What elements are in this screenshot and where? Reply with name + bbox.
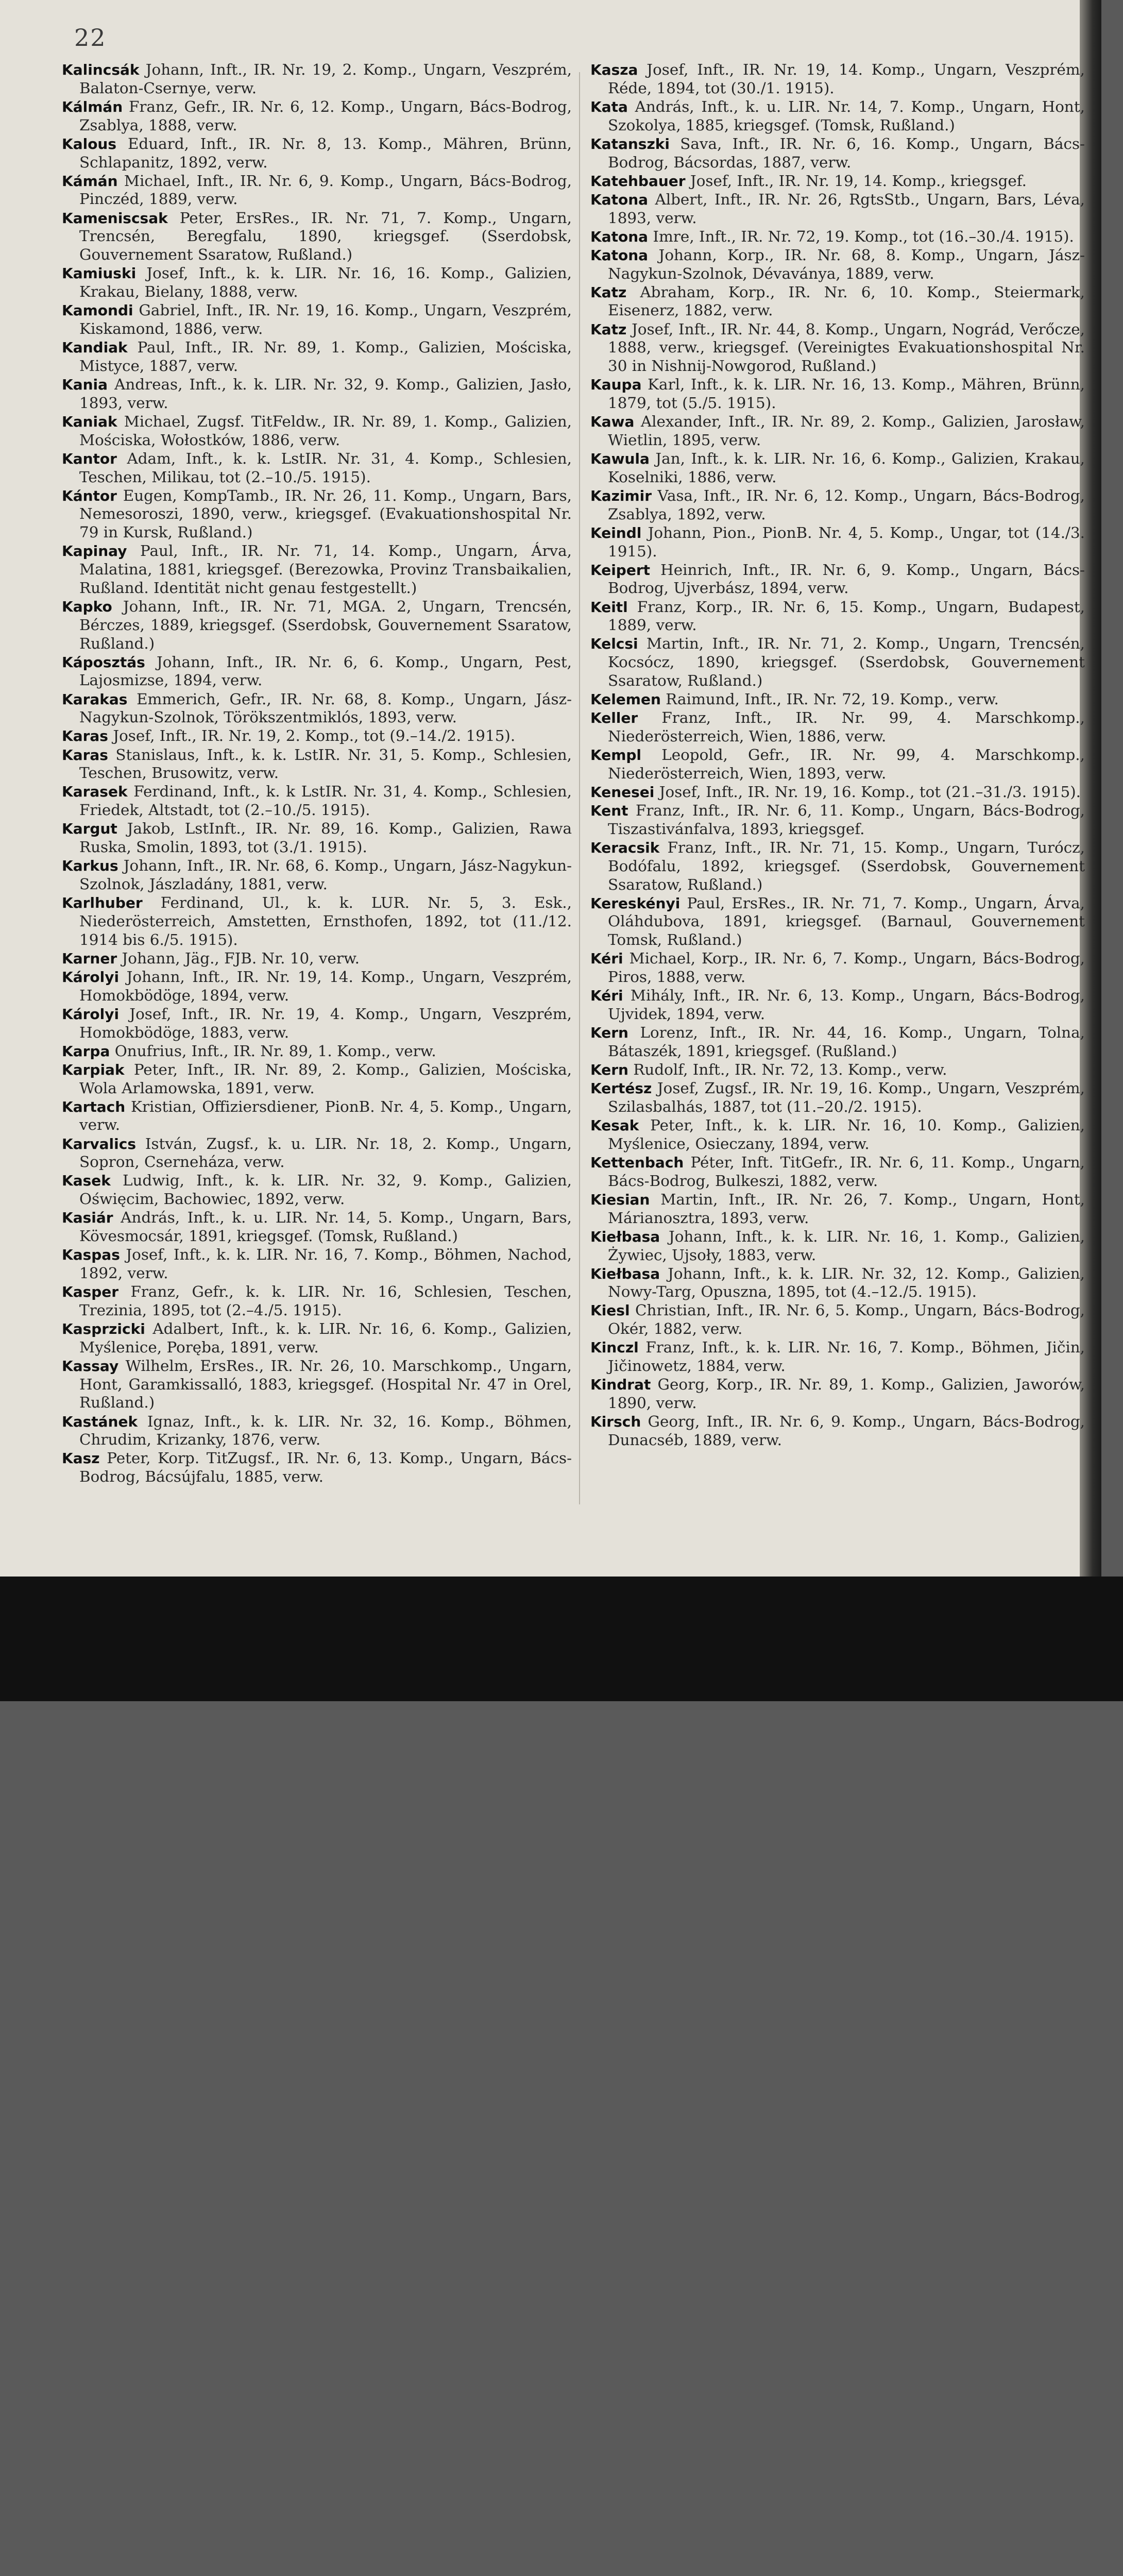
register-entry: [590, 894, 1085, 950]
entry-surname: Katz: [590, 283, 627, 301]
register-entry: [590, 1116, 1085, 1154]
register-entry: [590, 1228, 1085, 1265]
page-number: 22: [74, 24, 107, 52]
entry-details: Martin, Inft., IR. Nr. 26, 7. Komp., Ungarn, Hont, Márianosztra, 1893, verw.: [608, 1190, 1085, 1227]
register-entry: [62, 1172, 572, 1209]
entry-details: Ferdinand, Inft., k. k LstIR. Nr. 31, 4. Komp., Schlesien, Friedek, Altstadt, tot (2.–10./5. 1915).: [79, 783, 572, 819]
register-entry: [62, 61, 572, 98]
register-entry: [590, 135, 1085, 172]
entry-details: Wilhelm, ErsRes., IR. Nr. 26, 10. Marschkomp., Ungarn, Hont, Garamkissalló, 1883, kriegsgef. (Hospital Nr. 47 in Orel, Rußland.): [79, 1357, 572, 1412]
entry-details: András, Inft., k. u. LIR. Nr. 14, 5. Komp., Ungarn, Bars, Kövesmocsár, 1891, kriegsgef. (Tomsk, Rußland.): [79, 1209, 572, 1245]
register-entry: [590, 1338, 1085, 1376]
entry-surname: Kettenbach: [590, 1154, 684, 1171]
register-entry: [62, 172, 572, 209]
register-entry: [62, 1209, 572, 1246]
entry-surname: Kaniak: [62, 413, 117, 430]
register-entry: [590, 1265, 1085, 1302]
entry-surname: Kata: [590, 98, 628, 115]
entry-surname: Káposztás: [62, 653, 145, 671]
column-divider: [579, 72, 580, 1504]
entry-details: Christian, Inft., IR. Nr. 6, 5. Komp., Ungarn, Bács-Bodrog, Okér, 1882, verw.: [608, 1301, 1085, 1338]
entry-details: Johann, Inft., IR. Nr. 68, 6. Komp., Ungarn, Jász-Nagykun-Szolnok, Jászladány, 1881, verw.: [79, 857, 572, 893]
entry-surname: Katona: [590, 191, 649, 208]
entry-details: Raimund, Inft., IR. Nr. 72, 19. Komp., verw.: [666, 690, 999, 708]
entry-surname: Keindl: [590, 524, 642, 541]
entry-details: Karl, Inft., k. k. LIR. Nr. 16, 13. Komp., Mähren, Brünn, 1879, tot (5./5. 1915).: [608, 376, 1085, 412]
register-entry: [590, 320, 1085, 376]
entry-details: Johann, Inft., k. k. LIR. Nr. 32, 12. Komp., Galizien, Nowy-Targ, Opuszna, 1895, tot (4.–12./5. 1915).: [608, 1264, 1085, 1301]
entry-details: Heinrich, Inft., IR. Nr. 6, 9. Komp., Ungarn, Bács-Bodrog, Ujverbász, 1894, verw.: [608, 561, 1085, 597]
entry-surname: Karpiak: [62, 1061, 125, 1078]
entry-surname: Kámán: [62, 172, 118, 190]
entry-details: Vasa, Inft., IR. Nr. 6, 12. Komp., Ungarn, Bács-Bodrog, Zsablya, 1892, verw.: [608, 486, 1085, 523]
entry-details: Alexander, Inft., IR. Nr. 89, 2. Komp., Galizien, Jarosław, Wietlin, 1895, verw.: [608, 413, 1085, 449]
register-entry: [590, 802, 1085, 839]
register-entry: [62, 135, 572, 172]
entry-details: Franz, Gefr., k. k. LIR. Nr. 16, Schlesien, Teschen, Trezinia, 1895, tot (2.–4./5. 1915).: [79, 1283, 572, 1319]
register-entry: [590, 783, 1085, 802]
entry-details: Johann, Inft., IR. Nr. 19, 14. Komp., Ungarn, Veszprém, Homokbödöge, 1894, verw.: [79, 968, 572, 1004]
entry-surname: Kastánek: [62, 1413, 138, 1430]
entry-details: Peter, ErsRes., IR. Nr. 71, 7. Komp., Ungarn, Trencsén, Beregfalu, 1890, kriegsgef. (Sserdobsk, Gouvernement Ssaratow, Rußland.): [79, 209, 572, 264]
entry-details: Adalbert, Inft., k. k. LIR. Nr. 16, 6. Komp., Galizien, Myślenice, Poręba, 1891, verw.: [79, 1319, 572, 1356]
entry-details: Josef, Inft., k. k. LIR. Nr. 16, 16. Komp., Galizien, Krakau, Bielany, 1888, verw.: [79, 264, 572, 301]
entry-details: Ferdinand, Ul., k. k. LUR. Nr. 5, 3. Esk., Niederösterreich, Amstetten, Ernsthofen, 1892, tot (11./12. 1914 bis 6./5. 1915).: [79, 894, 572, 948]
entry-surname: Kartach: [62, 1098, 126, 1115]
entry-surname: Keitl: [590, 598, 628, 616]
entry-details: Emmerich, Gefr., IR. Nr. 68, 8. Komp., Ungarn, Jász-Nagykun-Szolnok, Törökszentmiklós, 1893, verw.: [79, 690, 572, 726]
register-entry: [590, 413, 1085, 450]
entry-surname: Kenesei: [590, 784, 655, 801]
entry-details: Paul, ErsRes., IR. Nr. 71, 7. Komp., Ungarn, Árva, Oláhdubova, 1891, kriegsgef. (Barnaul, Gouvernement Tomsk, Rußland.): [608, 894, 1085, 949]
entry-details: Michael, Korp., IR. Nr. 6, 7. Komp., Ungarn, Bács-Bodrog, Piros, 1888, verw.: [608, 950, 1085, 986]
entry-surname: Keipert: [590, 561, 651, 579]
register-entry: [62, 209, 572, 264]
register-entry: [62, 1246, 572, 1283]
entry-surname: Kandiak: [62, 339, 128, 357]
entry-details: Eduard, Inft., IR. Nr. 8, 13. Komp., Mähren, Brünn, Schlapanitz, 1892, verw.: [79, 134, 572, 171]
register-entry: [590, 61, 1085, 98]
register-entry: [62, 413, 572, 450]
entry-details: Franz, Inft., IR. Nr. 99, 4. Marschkomp., Niederösterreich, Wien, 1886, verw.: [608, 709, 1085, 745]
register-entry: [62, 746, 572, 783]
register-entry: [62, 1061, 572, 1098]
entry-surname: Kempl: [590, 747, 642, 764]
entry-details: Abraham, Korp., IR. Nr. 6, 10. Komp., Steiermark, Eisenerz, 1882, verw.: [608, 283, 1085, 319]
entry-surname: Kamiuski: [62, 265, 137, 282]
register-entry: [590, 98, 1085, 135]
entry-details: Sava, Inft., IR. Nr. 6, 16. Komp., Ungarn, Bács-Bodrog, Bácsordas, 1887, verw.: [608, 134, 1085, 171]
entry-surname: Kapinay: [62, 543, 127, 560]
register-entry: [590, 561, 1085, 598]
entry-details: Georg, Inft., IR. Nr. 6, 9. Komp., Ungarn, Bács-Bodrog, Dunacséb, 1889, verw.: [608, 1413, 1085, 1449]
entry-details: Josef, Inft., IR. Nr. 19, 14. Komp., kriegsgef.: [690, 172, 1027, 190]
right-column: [590, 61, 1085, 1450]
entry-surname: Kiełbasa: [590, 1228, 660, 1245]
entry-details: Johann, Inft., IR. Nr. 19, 2. Komp., Ungarn, Veszprém, Balaton-Csernye, verw.: [79, 61, 572, 97]
entry-surname: Kalincsák: [62, 61, 140, 78]
entry-details: Ludwig, Inft., k. k. LIR. Nr. 32, 9. Komp., Galizien, Oświęcim, Bachowiec, 1892, verw.: [79, 1172, 572, 1208]
entry-surname: Katona: [590, 246, 649, 264]
entry-surname: Kéri: [590, 950, 623, 968]
entry-surname: Keracsik: [590, 839, 660, 856]
entry-surname: Károlyi: [62, 968, 120, 986]
register-entry: [62, 338, 572, 376]
entry-surname: Katz: [590, 320, 627, 338]
register-entry: [590, 172, 1085, 191]
register-entry: [590, 987, 1085, 1024]
register-entry: [62, 487, 572, 542]
left-column: [62, 61, 572, 1486]
entry-surname: Kern: [590, 1061, 628, 1079]
register-entry: [62, 894, 572, 949]
entry-surname: Karas: [62, 727, 108, 745]
entry-details: Lorenz, Inft., IR. Nr. 44, 16. Komp., Ungarn, Tolna, Bátaszék, 1891, kriegsgef. (Rußland.): [608, 1024, 1085, 1060]
entry-surname: Karas: [62, 746, 108, 764]
entry-surname: Karkus: [62, 857, 118, 875]
register-entry: [590, 487, 1085, 524]
register-entry: [590, 598, 1085, 635]
entry-surname: Kereskényi: [590, 894, 680, 912]
entry-surname: Kasper: [62, 1283, 119, 1301]
entry-surname: Kawa: [590, 413, 635, 431]
entry-details: Franz, Inft., k. k. LIR. Nr. 16, 7. Komp., Böhmen, Jičin, Jičinowetz, 1884, verw.: [608, 1338, 1085, 1375]
entry-details: Kristian, Offiziersdiener, PionB. Nr. 4, 5. Komp., Ungarn, verw.: [79, 1097, 572, 1134]
entry-surname: Kameniscsak: [62, 209, 168, 227]
entry-details: Josef, Inft., IR. Nr. 19, 2. Komp., tot (9.–14./2. 1915).: [113, 727, 516, 745]
register-entry: [590, 635, 1085, 690]
entry-surname: Keller: [590, 709, 638, 727]
entry-surname: Kent: [590, 802, 628, 820]
register-entry: [590, 746, 1085, 783]
entry-details: Leopold, Gefr., IR. Nr. 99, 4. Marschkomp., Niederösterreich, Wien, 1893, verw.: [608, 746, 1085, 782]
entry-surname: Kéri: [590, 987, 623, 1005]
register-entry: [62, 1357, 572, 1412]
entry-details: Franz, Korp., IR. Nr. 6, 15. Komp., Ungarn, Budapest, 1889, verw.: [608, 598, 1085, 634]
entry-surname: Kiesl: [590, 1302, 630, 1319]
entry-surname: Kargut: [62, 820, 117, 838]
entry-surname: Katona: [590, 228, 649, 245]
entry-details: Josef, Inft., IR. Nr. 19, 16. Komp., tot (21.–31./3. 1915).: [659, 783, 1081, 801]
entry-details: Josef, Zugsf., IR. Nr. 19, 16. Komp., Ungarn, Veszprém, Szilasbalhás, 1887, tot (11.–20./2. 1915).: [608, 1079, 1085, 1115]
entry-details: Albert, Inft., IR. Nr. 26, RgtsStb., Ungarn, Bars, Léva, 1893, verw.: [608, 190, 1085, 227]
register-entry: [62, 968, 572, 1005]
register-entry: [590, 283, 1085, 320]
register-entry: [62, 98, 572, 135]
register-entry: [62, 783, 572, 820]
entry-surname: Kertész: [590, 1080, 652, 1097]
register-entry: [62, 1283, 572, 1320]
register-entry: [62, 690, 572, 727]
entry-details: Josef, Inft., IR. Nr. 19, 14. Komp., Ungarn, Veszprém, Réde, 1894, tot (30./1. 1915).: [608, 61, 1085, 97]
entry-details: Martin, Inft., IR. Nr. 71, 2. Komp., Ungarn, Trencsén, Kocsócz, 1890, kriegsgef. (Sserdobsk, Gouvernement Ssaratow, Rußland.): [608, 635, 1085, 690]
entry-details: Georg, Korp., IR. Nr. 89, 1. Komp., Galizien, Jaworów, 1890, verw.: [608, 1376, 1085, 1412]
register-entry: [62, 376, 572, 413]
entry-details: Gabriel, Inft., IR. Nr. 19, 16. Komp., Ungarn, Veszprém, Kiskamond, 1886, verw.: [79, 301, 572, 337]
entry-details: Josef, Inft., IR. Nr. 44, 8. Komp., Ungarn, Nográd, Verőcze, 1888, verw., kriegsgef. (Vereinigtes Evakuationshospital Nr. 30 in Nishnij-Nowgorod, Rußland.): [608, 320, 1085, 375]
entry-surname: Kasprzicki: [62, 1320, 145, 1337]
register-entry: [590, 1376, 1085, 1413]
entry-surname: Kelcsi: [590, 635, 638, 653]
entry-details: Michael, Inft., IR. Nr. 6, 9. Komp., Ungarn, Bács-Bodrog, Pinczéd, 1889, verw.: [79, 172, 572, 208]
entry-surname: Károlyi: [62, 1005, 120, 1023]
entry-surname: Kania: [62, 376, 108, 393]
entry-details: Peter, Korp. TitZugsf., IR. Nr. 6, 13. Komp., Ungarn, Bács-Bodrog, Bácsújfalu, 1885, verw.: [79, 1449, 572, 1486]
entry-details: Johann, Jäg., FJB. Nr. 10, verw.: [122, 949, 360, 967]
register-entry: [62, 1320, 572, 1357]
entry-surname: Kasiár: [62, 1209, 113, 1227]
entry-surname: Kalous: [62, 135, 117, 152]
register-entry: [590, 1024, 1085, 1061]
entry-surname: Kasz: [62, 1450, 100, 1467]
register-entry: [62, 820, 572, 857]
entry-details: Johann, Inft., k. k. LIR. Nr. 16, 1. Komp., Galizien, Żywiec, Ujsoły, 1883, verw.: [608, 1227, 1085, 1264]
entry-surname: Kirsch: [590, 1413, 641, 1431]
entry-details: Eugen, KompTamb., IR. Nr. 26, 11. Komp., Ungarn, Bars, Nemesoroszi, 1890, verw., kriegsgef. (Evakuationshospital Nr. 79 in Kursk, Rußland.): [79, 486, 572, 541]
entry-details: Stanislaus, Inft., k. k. LstIR. Nr. 31, 5. Komp., Schlesien, Teschen, Brusowitz, verw.: [79, 745, 572, 782]
entry-surname: Kazimir: [590, 487, 652, 504]
entry-details: Ignaz, Inft., k. k. LIR. Nr. 32, 16. Komp., Böhmen, Chrudim, Krizanky, 1876, verw.: [79, 1412, 572, 1449]
entry-details: Michael, Zugsf. TitFeldw., IR. Nr. 89, 1. Komp., Galizien, Mościska, Wołostków, 1886, verw.: [79, 412, 572, 449]
entry-details: Peter, Inft., k. k. LIR. Nr. 16, 10. Komp., Galizien, Myślenice, Osieczany, 1894, verw.: [608, 1116, 1085, 1153]
entry-surname: Kawula: [590, 450, 650, 467]
register-entry: [62, 727, 572, 745]
entry-surname: Karpa: [62, 1042, 110, 1060]
register-entry: [62, 857, 572, 894]
entry-surname: Kasek: [62, 1172, 111, 1190]
register-entry: [62, 653, 572, 690]
entry-details: István, Zugsf., k. u. LIR. Nr. 18, 2. Komp., Ungarn, Sopron, Cserneháza, verw.: [79, 1134, 572, 1171]
register-entry: [590, 228, 1085, 246]
entry-surname: Karakas: [62, 690, 128, 708]
entry-surname: Kiełbasa: [590, 1265, 660, 1282]
register-entry: [590, 376, 1085, 413]
entry-surname: Kassay: [62, 1357, 119, 1375]
entry-details: Franz, Gefr., IR. Nr. 6, 12. Komp., Ungarn, Bács-Bodrog, Zsablya, 1888, verw.: [79, 97, 572, 134]
entry-details: Péter, Inft. TitGefr., IR. Nr. 6, 11. Komp., Ungarn, Bács-Bodrog, Bulkeszi, 1882, verw.: [608, 1153, 1085, 1190]
entry-details: Imre, Inft., IR. Nr. 72, 19. Komp., tot (16.–30./4. 1915).: [653, 227, 1074, 245]
register-entry: [590, 524, 1085, 561]
entry-details: Mihály, Inft., IR. Nr. 6, 13. Komp., Ungarn, Bács-Bodrog, Ujvidek, 1894, verw.: [608, 987, 1085, 1023]
entry-details: Paul, Inft., IR. Nr. 71, 14. Komp., Ungarn, Árva, Malatina, 1881, kriegsgef. (Berezowka, Provinz Transbaikalien, Rußland. Identität nicht genau festgestellt.): [79, 542, 572, 597]
entry-details: Franz, Inft., IR. Nr. 6, 11. Komp., Ungarn, Bács-Bodrog, Tiszastivánfalva, 1893, kriegsgef.: [608, 802, 1085, 838]
register-entry: [62, 450, 572, 487]
register-entry: [62, 1042, 572, 1061]
register-entry: [590, 191, 1085, 228]
register-entry: [62, 542, 572, 597]
entry-surname: Karvalics: [62, 1135, 137, 1153]
entry-surname: Kaspas: [62, 1246, 120, 1264]
entry-details: Onufrius, Inft., IR. Nr. 89, 1. Komp., verw.: [114, 1042, 436, 1060]
entry-surname: Kántor: [62, 487, 117, 504]
entry-surname: Karner: [62, 950, 117, 967]
register-entry: [590, 950, 1085, 987]
entry-surname: Karasek: [62, 783, 128, 801]
register-entry: [590, 1191, 1085, 1228]
entry-details: Johann, Inft., IR. Nr. 6, 6. Komp., Ungarn, Pest, Lajosmizse, 1894, verw.: [79, 653, 572, 689]
register-entry: [590, 1301, 1085, 1338]
entry-details: Johann, Korp., IR. Nr. 68, 8. Komp., Ungarn, Jász-Nagykun-Szolnok, Dévaványa, 1889, verw.: [608, 246, 1085, 282]
entry-details: Jan, Inft., k. k. LIR. Nr. 16, 6. Komp., Galizien, Krakau, Koselniki, 1886, verw.: [608, 450, 1085, 486]
entry-details: Peter, Inft., IR. Nr. 89, 2. Komp., Galizien, Mościska, Wola Arlamowska, 1891, verw.: [79, 1060, 572, 1097]
entry-surname: Kiesian: [590, 1191, 650, 1208]
register-entry: [590, 839, 1085, 894]
register-entry: [62, 950, 572, 968]
entry-surname: Kinczl: [590, 1339, 639, 1357]
entry-surname: Kálmán: [62, 98, 123, 115]
entry-surname: Katanszki: [590, 135, 670, 152]
entry-surname: Kantor: [62, 450, 117, 467]
entry-details: Andreas, Inft., k. k. LIR. Nr. 32, 9. Komp., Galizien, Jasło, 1893, verw.: [79, 375, 572, 412]
register-entry: [590, 450, 1085, 487]
register-entry: [590, 1413, 1085, 1450]
entry-details: András, Inft., k. u. LIR. Nr. 14, 7. Komp., Ungarn, Hont, Szokolya, 1885, kriegsgef. (Tomsk, Rußland.): [608, 97, 1085, 134]
entry-details: Rudolf, Inft., IR. Nr. 72, 13. Komp., verw.: [633, 1061, 947, 1079]
entry-surname: Kelemen: [590, 691, 661, 708]
register-entry: [62, 264, 572, 301]
register-entry: [62, 1098, 572, 1135]
entry-details: Jakob, LstInft., IR. Nr. 89, 16. Komp., Galizien, Rawa Ruska, Smolin, 1893, tot (3./1. 1915).: [79, 820, 572, 856]
entry-surname: Kern: [590, 1024, 628, 1042]
entry-details: Johann, Pion., PionB. Nr. 4, 5. Komp., Ungar, tot (14./3. 1915).: [608, 523, 1085, 560]
entry-details: Josef, Inft., k. k. LIR. Nr. 16, 7. Komp., Böhmen, Nachod, 1892, verw.: [79, 1246, 572, 1282]
entry-surname: Karlhuber: [62, 894, 143, 912]
register-entry: [590, 690, 1085, 709]
register-entry: [590, 1079, 1085, 1116]
viewer-footer: [0, 1577, 1123, 1701]
register-entry: [62, 598, 572, 653]
entry-surname: Kasza: [590, 61, 638, 78]
entry-surname: Kesak: [590, 1117, 639, 1134]
entry-surname: Kindrat: [590, 1376, 651, 1394]
entry-surname: Katehbauer: [590, 172, 686, 190]
entry-details: Paul, Inft., IR. Nr. 89, 1. Komp., Galizien, Mościska, Mistyce, 1887, verw.: [79, 338, 572, 375]
entry-details: Johann, Inft., IR. Nr. 71, MGA. 2, Ungarn, Trencsén, Bérczes, 1889, kriegsgef. (Sserdobsk, Gouvernement Ssaratow, Rußland.): [79, 597, 572, 652]
entry-surname: Kamondi: [62, 302, 133, 319]
register-entry: [62, 1413, 572, 1450]
register-entry: [62, 1005, 572, 1042]
register-entry: [62, 1449, 572, 1486]
register-entry: [590, 1061, 1085, 1079]
register-entry: [62, 1135, 572, 1172]
register-entry: [590, 1154, 1085, 1191]
entry-surname: Kapko: [62, 598, 112, 615]
entry-details: Franz, Inft., IR. Nr. 71, 15. Komp., Ungarn, Turócz, Bodófalu, 1892, kriegsgef. (Sserdobsk, Gouvernement Ssaratow, Rußland.): [608, 839, 1085, 893]
entry-details: Adam, Inft., k. k. LstIR. Nr. 31, 4. Komp., Schlesien, Teschen, Milikau, tot (2.–10./5. 1915).: [79, 449, 572, 486]
register-entry: [590, 246, 1085, 283]
register-entry: [590, 709, 1085, 746]
register-entry: [62, 301, 572, 338]
entry-surname: Kaupa: [590, 376, 642, 394]
entry-details: Josef, Inft., IR. Nr. 19, 4. Komp., Ungarn, Veszprém, Homokbödöge, 1883, verw.: [79, 1005, 572, 1041]
